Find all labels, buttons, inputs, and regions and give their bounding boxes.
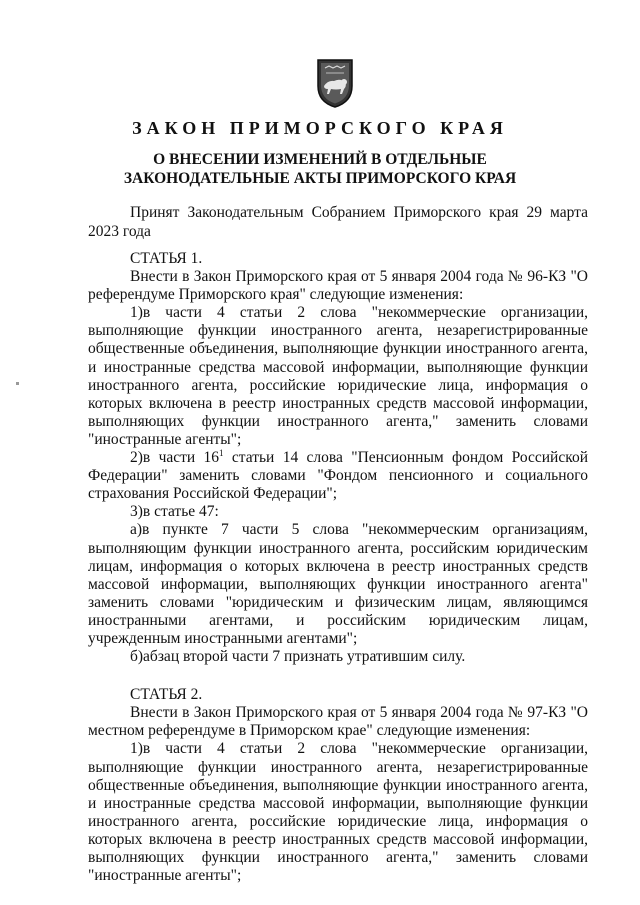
law-subtitle [0,150,640,188]
adoption-note: Принят Законодательным Собранием Приморского края 29 марта 2023 года [88,204,588,240]
subtitle-line-1: О ВНЕСЕНИИ ИЗМЕНЕНИЙ В ОТДЕЛЬНЫЕ [153,151,487,168]
article-1-item-3b: б)абзац второй части 7 признать утратившим силу. [130,648,466,666]
article-1-intro: Внести в Закон Приморского края от 5 января 2004 года № 96-КЗ "О референдуме Приморского края" следующие изменения: [88,268,588,304]
article-1-heading: СТАТЬЯ 1. [130,250,203,267]
article-2-intro: Внести в Закон Приморского края от 5 января 2004 года № 97-КЗ "О местном референдуме в Приморском крае" следующие изменения: [88,704,588,740]
law-body [88,250,588,885]
article-1-item-2 [88,449,588,503]
law-title: ЗАКОН ПРИМОРСКОГО КРАЯ [132,118,508,138]
article-2-item-1: 1)в части 4 статьи 2 слова "некоммерческие организации, выполняющие функции иностранного агента, незарегистрированные общественные объединения, выполняющие функции иностранного агента, и иностранные средства массовой информации, выполняющие функции иностранного агента, российские юридические лица, информация о которых включена в реестр иностранных средств массовой информации, выполняющих функции иностранного агента," заменить словами "иностранные агенты"; [88,740,588,885]
coat-of-arms-icon [316,56,354,108]
article-2-heading: СТАТЬЯ 2. [130,686,203,704]
item-2-text-start: 2)в части 16 [130,449,220,467]
scan-mark [16,382,19,385]
article-1-item-1: 1)в части 4 статьи 2 слова "некоммерческие организации, выполняющие функции иностранного агента, незарегистрированные общественные объединения, выполняющие функции иностранного агента, и иностранные средства массовой информации, выполняющие функции иностранного агента, российские юридические лица, информация о которых включена в реестр иностранных средств массовой информации, выполняющих функции иностранного агента," заменить словами "иностранные агенты"; [88,304,588,448]
subtitle-line-2: ЗАКОНОДАТЕЛЬНЫЕ АКТЫ ПРИМОРСКОГО КРАЯ [123,170,517,187]
article-1-item-3a: а)в пункте 7 части 5 слова "некоммерческим организациям, выполняющим функции иностранного агента, российским юридическим лицам, информация о которых включена в реестр иностранных средств массовой информации, выполняющих функции иностранного агента" заменить словами "юридическим и физическим лицам, являющимся иностранными агентами, и российским юридическим лицам, учрежденным иностранными агентами"; [88,521,588,647]
item-2-text-end: статьи 14 слова "Пенсионным фондом Российской Федерации" заменить словами "Фондом пенсионного и социального страхования Российской Федерации"; [88,449,588,503]
item-2-superscript: 1 [219,447,224,458]
article-1-item-3: 3)в статье 47: [130,503,219,521]
